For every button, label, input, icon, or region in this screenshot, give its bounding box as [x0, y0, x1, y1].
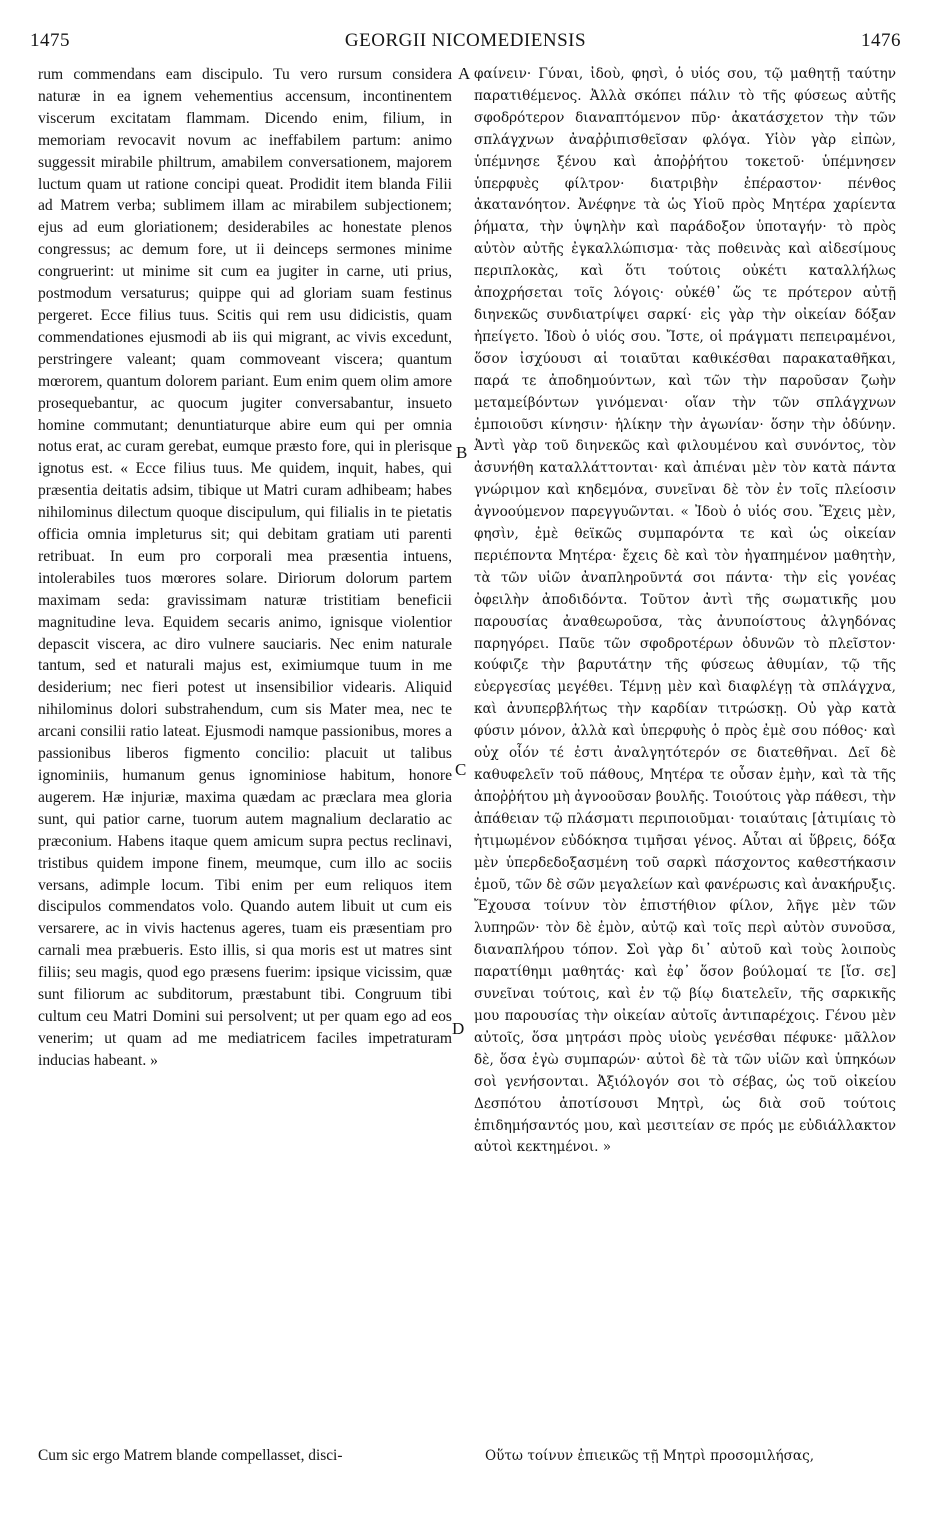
latin-column [38, 64, 452, 1072]
margin-marker-b: B [456, 443, 468, 462]
page-number-left: 1475 [30, 30, 70, 51]
greek-column [474, 64, 896, 1159]
running-title: GEORGII NICOMEDIENSIS [344, 30, 587, 51]
greek-body-text: φαίνειν· Γύναι, ἰδοὺ, φησὶ, ὁ υἱός σου, τῷ μαθητῇ ταύτην παρατιθέμενος. Ἀλλὰ σκόπει πάλιν τὸ τῆς φύσεως αὐτῆς σφοδρότερον διαναπτόμενον πῦρ· ἀκατάσχετον τὴν τῶν σπλάγχνων ἀναῤῥιπισθεῖσαν φλόγα. Υἱὸν γὰρ εἰπὼν, ὑπέμνησε ξένου καὶ ἀποῤῥήτου τοκετοῦ· ὑπέμνησεν ὑπερφυὲς φίλτρον· διατριβὴν ἐπέραστον· πένθος ἀκατανόητον. Ἀνέφηνε τὰ ὡς Υἱοῦ πρὸς Μητέρα χαρίεντα ῥήματα, τὴν ὑψηλὴν καὶ παράδοξον ὑποταγήν· τὸ πρὸς αὐτὸν αὐτῆς ἐγκαλλώπισμα· τὰς ποθεινὰς καὶ αἰδεσίμους περιπλοκὰς, καὶ ὅτι τούτοις οὐκέτι καταλλήλως ἀποχρήσεται τοῖς λόγοις· οὐκέθ᾽ ὥς τε πρότερον αὐτῇ διηνεκῶς συνδιατρίψει σαρκί· εἰς γὰρ τὴν οἰκείαν δόξαν ἠπείγετο. Ἰδοὺ ὁ υἱός σου. Ἴστε, οἱ πράγματι πεπειραμένοι, ὅσον ἰσχύουσι αἱ τοιαῦται καθικέσθαι παρακαταθῆκαι, παρά τε ἀποδημούντων, καὶ τῶν τὴν παροῦσαν ζωὴν μεταμείβόντων γινόμεναι· οἵαν τὴν τῶν σπλάγχνων ἐμποιοῦσι κίνησιν· ἡλίκην τὴν ἀγωνίαν· ὅσην τὴν ὀδύνην. Ἀντὶ γὰρ τοῦ διηνεκῶς καὶ φιλουμένου καὶ συνόντος, τὸν ἀσυνήθη καταλλάττονται· καὶ ἀπιέναι μὲν τὸν κατὰ πάντα γνώριμον καὶ κηδεμόνα, συνεῖναι δὲ τὸν ἐν τοῖς πλείοσιν ἀγνοούμενον παρεγγυῶνται. « Ἰδοὺ ὁ υἱός σου. Ἔχεις μὲν, φησὶν, ἐμὲ θεϊκῶς συμπαρόντα τε καὶ ὡς οἰκείαν περιέποντα Μητέρα· ἔχεις δὲ καὶ τὸν ἠγαπημένον μαθητὴν, τὰ τῶν υἱῶν ἀναπληροῦντά σοι πάντα· τὴν εἰς γονέας ὀφειλὴν ἀποδιδόντα. Τοῦτον ἀντὶ τῆς σωματικῆς μου παρουσίας ἀναθεωροῦσα, τὰς ἀνυποίστους ἀλγηδόνας παρηγόρει. Παῦε τῶν σφοδροτέρων ὀδυνῶν τὸ πλεῖστον· κούφιζε τὴν βαρυτάτην τῆς φύσεως ἀθυμίαν, τῷ τῆς εὐεργεσίας μεγέθει. Τέμνῃ μὲν καὶ διαφλέγῃ τὰ σπλάγχνα, καὶ ἀνυπερβλήτως τὴν καρδίαν τιτρώσκῃ. Οὐ γὰρ κατὰ φύσιν μόνον, ἀλλὰ καὶ ὑπερφυὴς ὁ πρὸς ἐμὲ σου πόθος· καὶ οὐχ οἷόν τέ ἐστι ἀναλγητότερόν σε διατεθῆναι. Δεῖ δὲ καθυφελεῖν τοῦ πάθους, Μητέρα τε οὖσαν ἐμὴν, καὶ τὰ τῆς ἀποῤῥήτου μὴ ἀγνοοῦσαν βουλῆς. Τοιούτοις γὰρ πάθεσι, τὴν ἀπάθειαν τῷ πλάσματι περιποιοῦμαι· τοιαύταις [ἀτιμίαις τὸ ἠτιμωμένον εὐδόκησα τιμῆσαι γένος. Αὗται αἱ ὕβρεις, δόξα μὲν ὑπερδεδοξασμένη τοῦ σαρκὶ πάσχοντος καθεστήκασιν ἐμοῦ, τῶν δὲ σῶν μεγαλείων καὶ φανέρωσις καὶ ἀνακήρυξις. Ἔχουσα τοίνυν τὸν ἐπιστήθιον φίλον, λῆγε μὲν τῶν λυπηρῶν· τὸν δὲ ἐμὸν, αὐτῷ καὶ τοῖς περὶ αὐτὸν συνοῦσα, διαναπλήρου τόπον. Σοὶ γὰρ δι᾽ αὐτοῦ καὶ τοὺς λοιποὺς παρατίθημι μαθητάς· καὶ ἐφ᾽ ὅσον βούλομαί τε [ἴσ. σε] συνεῖναι τούτοις, καὶ ἐν τῷ βίῳ διατελεῖν, τῆς σαρκικῆς μου παρουσίας τὴν οἰκείαν αὐτοῖς ἀντιπαρέχοις. Γένου μὲν αὐτοῖς, ὅσα μητράσι πρὸς υἱοὺς γενέσθαι πέφυκε· μᾶλλον δὲ, ὅσα ἐγὼ συμπαρών· αὐτοὶ δὲ τὰ τῶν υἱῶν καὶ ὑπηκόων σοὶ γενήσονται. Ἀξιόλογόν σοι τὸ σέβας, ὡς τοῦ οἰκείου Δεσπότου ἀποτίσουσι Μητρὶ, ὡς διὰ σοῦ τούτοις ἐπιδημήσαντός μου, καὶ μεσιτείαν σε πρός με εὐδιάλλακτον αὐτοὶ κεκτημένοι. » [474, 66, 896, 1156]
latin-body-text: rum commendans eam discipulo. Tu vero rursum considera naturæ in ea ignem vehementius accensum, incontinentem viscerum excitatam flammam. Dicendo enim, filium, in memoriam revocavit novum ac ineffabilem partum: animo suggessit mirabile philtrum, amabilem conversationem, majorem luctum quam ut ratione concipi queat. Prodidit item blanda Filii ad Matrem verba; sublimem illam ac mirabilem subjectionem; ejus ad eum gloriationem; desiderabiles ac honestate plenos congressus; ac demum fore, ut ii deinceps sermones minime congruerint: ut minime sit cum ea jugiter in carne, uti prius, postmodum versaturus; quippe qui ad gloriam suam festinus pergeret. Ecce filius tuus. Scitis qui rem usu didicistis, quam commendationes ejusmodi ab iis qui migrant, ac vivis excedunt, perstringere valeant; quam commoveant viscera; quantum mœrorem, quantum dolorem pariant. Eum enim quem olim amore prosequebantur, ac quocum jugiter conversabantur, insueto homine commutant; denuntiaturque abire eum qui per omnia notus erat, ac curam gerebat, eumque præsto fore, qui in plerisque ignotus est. « Ecce filius tuus. Me quidem, inquit, habes, qui præsentia deitatis adsim, tibique ut Matri curam adhibeam; habes nihilominus dilectum quoque discipulum, qui filialis in te pietatis officia omnia impleturus sit; qui debitam gratiam uti parenti retribuat. In eum pro corporali mea præsentia intuens, intolerabiles tuos mœrores solare. Diriorum dolorum partem maximam seda: gravissimam naturæ tristitiam beneficii magnitudine leva. Equidem secaris animo, ignisque violentior depascit viscera, ac diro vulnere sauciaris. Nec enim naturale tantum, sed et naturali majus est, eximiumque tuum in me desiderium; nec fieri potest ut insensibilior videaris. Aliquid nihilominus dolori substrahendum, cum sis Mater mea, nec te arcani consilii ratio lateat. Ejusmodi namque passionibus, mores a passionibus liberos figmento concilio: placuit ut talibus ignominiis, humanum genus ignominiose habitum, honore augerem. Hæ injuriæ, maxima quædam ac præclara mea gloria sunt, qui patior carne, tuorum autem magnalium declaratio ac præconium. Habens itaque quem amicum supra pectus reclinavi, tristibus quidem impone finem, meumque, cum illo ac sociis versans, adimple locum. Tibi enim per eum reliquos item discipulos commendatos volo. Quando autem libuit ut cum eis versarere, ac in vivis hactenus ageres, tuam eis præsentiam pro carnali mea præbueris. Esto illis, si qua moris est ut matres sint filiis; seu magis, quod ego præsens fuerim: ipsique vicissim, quæ sunt filiorum ac subditorum, præstabunt tibi. Congruum tibi cultum ceu Matri Domini sui persolvent; ut per quam ego ad eos venerim; ut quam ad me mediatricem faciles impetraturam inducias habeant. » [38, 66, 452, 1069]
page-number-right: 1476 [861, 30, 901, 51]
margin-marker-d: D [452, 1019, 465, 1038]
greek-closing-line: Οὕτω τοίνυν ἐπιεικῶς τῇ Μητρὶ προσομιλήσας, [485, 1448, 815, 1464]
latin-closing-line: Cum sic ergo Matrem blande compellasset, disci- [38, 1447, 343, 1464]
margin-marker-a: A [458, 64, 471, 83]
page-header [30, 30, 901, 58]
margin-marker-c: C [455, 760, 467, 779]
